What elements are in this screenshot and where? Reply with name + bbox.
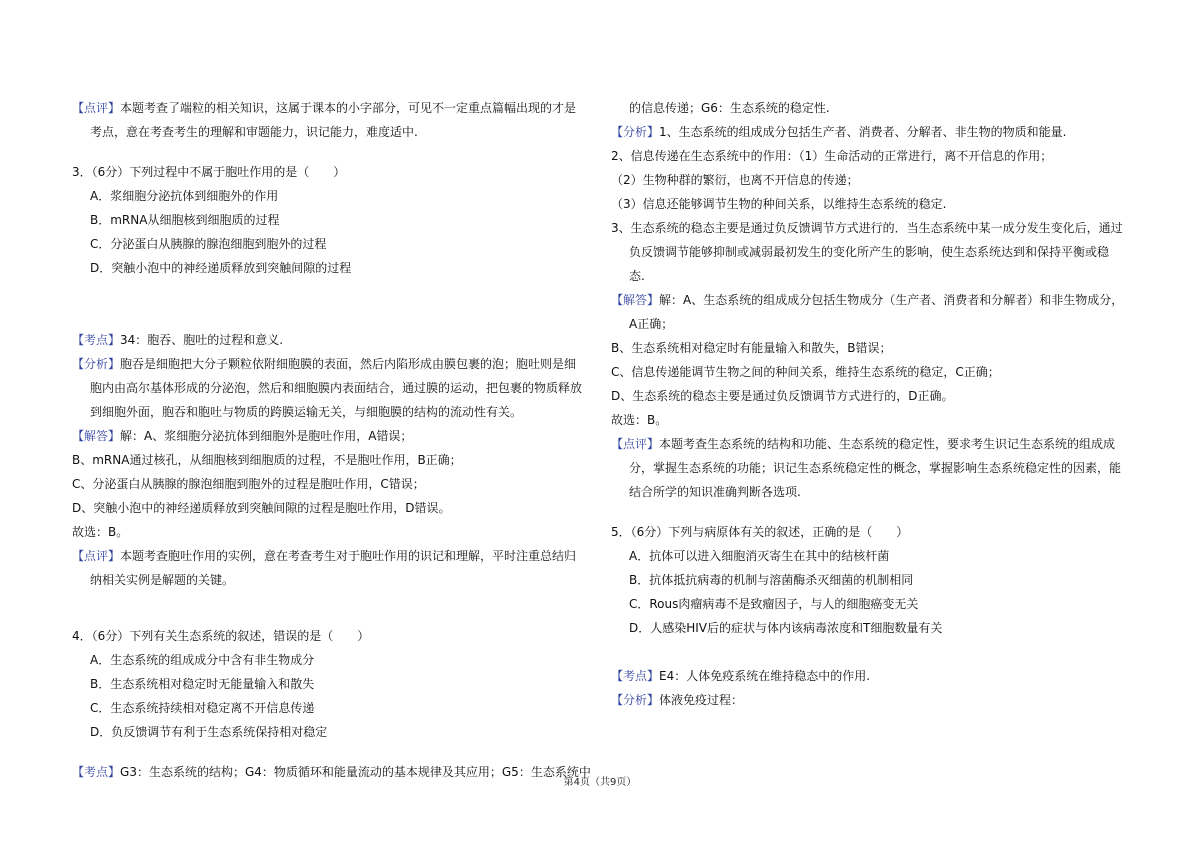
line-text: B、生态系统相对稳定时有能量输入和散失，B错误； bbox=[611, 341, 892, 355]
right-text-line bbox=[611, 596, 918, 612]
line-text: 3、生态系统的稳态主要是通过负反馈调节方式进行的．当生态系统中某一成分发生变化后，通过 bbox=[611, 221, 1123, 235]
right-text-line bbox=[611, 148, 1052, 164]
line-text: （2）生物种群的繁衍，也离不开信息的传递； bbox=[611, 173, 859, 187]
left-text-line bbox=[72, 628, 369, 644]
section-tag: 【点评】 bbox=[72, 549, 121, 563]
line-text: 负反馈调节能够抑制或减弱最初发生的变化所产生的影响，使生态系统达到和保持平衡或稳 bbox=[629, 245, 1110, 259]
line-text: 2、信息传递在生态系统中的作用：（1）生命活动的正常进行，离不开信息的作用； bbox=[611, 149, 1053, 163]
left-text-line bbox=[72, 404, 522, 420]
section-tag: 【点评】 bbox=[611, 437, 660, 451]
right-text-line bbox=[611, 388, 953, 404]
line-text: C．生态系统持续相对稳定离不开信息传递 bbox=[90, 701, 315, 715]
line-text: A．抗体可以进入细胞消灭寄生在其中的结核杆菌 bbox=[629, 549, 890, 563]
left-text-line bbox=[72, 356, 576, 372]
right-text-line bbox=[611, 340, 891, 356]
left-text-line bbox=[72, 652, 314, 668]
line-text: 纳相关实例是解题的关键。 bbox=[90, 573, 235, 587]
line-text: D．突触小泡中的神经递质释放到突触间隙的过程 bbox=[90, 261, 352, 275]
section-tag: 【考点】 bbox=[611, 669, 660, 683]
line-text: E4：人体免疫系统在维持稳态中的作用. bbox=[659, 669, 871, 683]
line-text: 的信息传递；G6：生态系统的稳定性. bbox=[629, 101, 830, 115]
line-text: 考点，意在考查考生的理解和审题能力，识记能力，难度适中. bbox=[90, 125, 418, 139]
left-text-line bbox=[72, 452, 462, 468]
section-tag: 【点评】 bbox=[72, 101, 121, 115]
line-text: C．Rous肉瘤病毒不是致瘤因子，与人的细胞癌变无关 bbox=[629, 597, 919, 611]
left-text-line bbox=[72, 380, 582, 396]
section-tag: 【解答】 bbox=[72, 429, 121, 443]
line-text: 本题考查了端粒的相关知识，这属于课本的小字部分，可见不一定重点篇幅出现的才是 bbox=[120, 101, 577, 115]
right-text-line bbox=[611, 292, 1123, 308]
left-text-line bbox=[72, 188, 278, 204]
line-text: 本题考查胞吐作用的实例，意在考查考生对于胞吐作用的识记和理解，平时注重总结归 bbox=[120, 549, 577, 563]
left-text-line bbox=[72, 500, 450, 516]
left-text-line bbox=[72, 548, 576, 564]
right-text-line bbox=[611, 124, 1066, 140]
line-text: 解：A、生态系统的组成成分包括生物成分（生产者、消费者和分解者）和非生物成分， bbox=[659, 293, 1124, 307]
right-text-line bbox=[611, 268, 645, 284]
line-text: （3）信息还能够调节生物的种间关系，以维持生态系统的稳定. bbox=[611, 197, 947, 211]
right-text-line bbox=[611, 220, 1123, 236]
right-text-line bbox=[611, 668, 870, 684]
line-text: B、mRNA通过核孔，从细胞核到细胞质的过程，不是胞吐作用，B正确； bbox=[72, 453, 462, 467]
line-text: A．生态系统的组成成分中含有非生物成分 bbox=[90, 653, 315, 667]
line-text: 本题考查生态系统的结构和功能、生态系统的稳定性，要求考生识记生态系统的组成成 bbox=[659, 437, 1116, 451]
page-footer: 第4页（共9页） bbox=[563, 777, 637, 788]
line-text: B．抗体抵抗病毒的机制与溶菌酶杀灭细菌的机制相同 bbox=[629, 573, 914, 587]
left-text-line bbox=[72, 724, 327, 740]
line-text: A正确； bbox=[629, 317, 674, 331]
line-text: 1、生态系统的组成成分包括生产者、消费者、分解者、非生物的物质和能量. bbox=[659, 125, 1067, 139]
line-text: 胞内由高尔基体形成的分泌泡，然后和细胞膜内表面结合，通过膜的运动，把包裹的物质释放 bbox=[90, 381, 583, 395]
section-tag: 【考点】 bbox=[72, 333, 121, 347]
line-text: C、信息传递能调节生物之间的种间关系，维持生态系统的稳定，C正确； bbox=[611, 365, 1000, 379]
right-text-line bbox=[611, 316, 673, 332]
right-text-line bbox=[611, 364, 1000, 380]
line-text: C、分泌蛋白从胰腺的腺泡细胞到胞外的过程是胞吐作用，C错误； bbox=[72, 477, 425, 491]
line-text: 解：A、浆细胞分泌抗体到细胞外是胞吐作用，A错误； bbox=[120, 429, 413, 443]
left-text-line bbox=[72, 212, 279, 228]
right-text-line bbox=[611, 172, 859, 188]
line-text: D、突触小泡中的神经递质释放到突触间隙的过程是胞吐作用，D错误。 bbox=[72, 501, 451, 515]
right-text-line bbox=[611, 692, 743, 708]
line-text: B．mRNA从细胞核到细胞质的过程 bbox=[90, 213, 280, 227]
section-tag: 【考点】 bbox=[72, 765, 121, 779]
right-text-line bbox=[611, 244, 1109, 260]
line-text: 结合所学的知识准确判断各选项. bbox=[629, 485, 801, 499]
line-text: A．浆细胞分泌抗体到细胞外的作用 bbox=[90, 189, 279, 203]
line-text: 4．（6分）下列有关生态系统的叙述，错误的是（ ） bbox=[72, 629, 370, 643]
line-text: 5．（6分）下列与病原体有关的叙述，正确的是（ ） bbox=[611, 525, 909, 539]
left-text-line bbox=[72, 676, 314, 692]
right-text-line bbox=[611, 548, 889, 564]
left-text-line bbox=[72, 700, 314, 716]
left-text-line bbox=[72, 476, 425, 492]
line-text: 胞吞是细胞把大分子颗粒依附细胞膜的表面，然后内陷形成由膜包裹的泡；胞吐则是细 bbox=[120, 357, 577, 371]
right-text-line bbox=[611, 484, 801, 500]
left-text-line bbox=[72, 572, 234, 588]
line-text: B．生态系统相对稳定时无能量输入和散失 bbox=[90, 677, 315, 691]
left-text-line bbox=[72, 428, 412, 444]
line-text: 故选：B。 bbox=[72, 525, 129, 539]
left-text-line bbox=[72, 100, 576, 116]
line-text: 态. bbox=[629, 269, 645, 283]
line-text: D、生态系统的稳态主要是通过负反馈调节方式进行的，D正确。 bbox=[611, 389, 954, 403]
line-text: G3：生态系统的结构；G4：物质循环和能量流动的基本规律及其应用；G5：生态系统中 bbox=[120, 765, 591, 779]
right-text-line bbox=[611, 620, 942, 636]
section-tag: 【分析】 bbox=[611, 693, 660, 707]
section-tag: 【分析】 bbox=[72, 357, 121, 371]
left-text-line bbox=[72, 124, 418, 140]
left-text-line bbox=[72, 164, 345, 180]
left-text-line bbox=[72, 332, 283, 348]
line-text: 体液免疫过程： bbox=[659, 693, 744, 707]
line-text: 34：胞吞、胞吐的过程和意义. bbox=[120, 333, 284, 347]
line-text: 3．（6分）下列过程中不属于胞吐作用的是（ ） bbox=[72, 165, 346, 179]
section-tag: 【分析】 bbox=[611, 125, 660, 139]
right-text-line bbox=[611, 412, 667, 428]
left-text-line bbox=[72, 260, 351, 276]
line-text: D．人感染HIV后的症状与体内该病毒浓度和T细胞数量有关 bbox=[629, 621, 943, 635]
line-text: 故选：B。 bbox=[611, 413, 668, 427]
line-text: D．负反馈调节有利于生态系统保持相对稳定 bbox=[90, 725, 328, 739]
line-text: 到细胞外面，胞吞和胞吐与物质的跨膜运输无关，与细胞膜的结构的流动性有关。 bbox=[90, 405, 523, 419]
right-text-line bbox=[611, 100, 830, 116]
left-text-line bbox=[72, 524, 128, 540]
right-text-line bbox=[611, 524, 908, 540]
left-text-line bbox=[72, 236, 326, 252]
line-text: C．分泌蛋白从胰腺的腺泡细胞到胞外的过程 bbox=[90, 237, 327, 251]
right-text-line bbox=[611, 436, 1115, 452]
line-text: 分，掌握生态系统的功能；识记生态系统稳定性的概念，掌握影响生态系统稳定性的因素，能 bbox=[629, 461, 1122, 475]
right-text-line bbox=[611, 572, 913, 588]
right-text-line bbox=[611, 196, 946, 212]
right-text-line bbox=[611, 460, 1121, 476]
section-tag: 【解答】 bbox=[611, 293, 660, 307]
